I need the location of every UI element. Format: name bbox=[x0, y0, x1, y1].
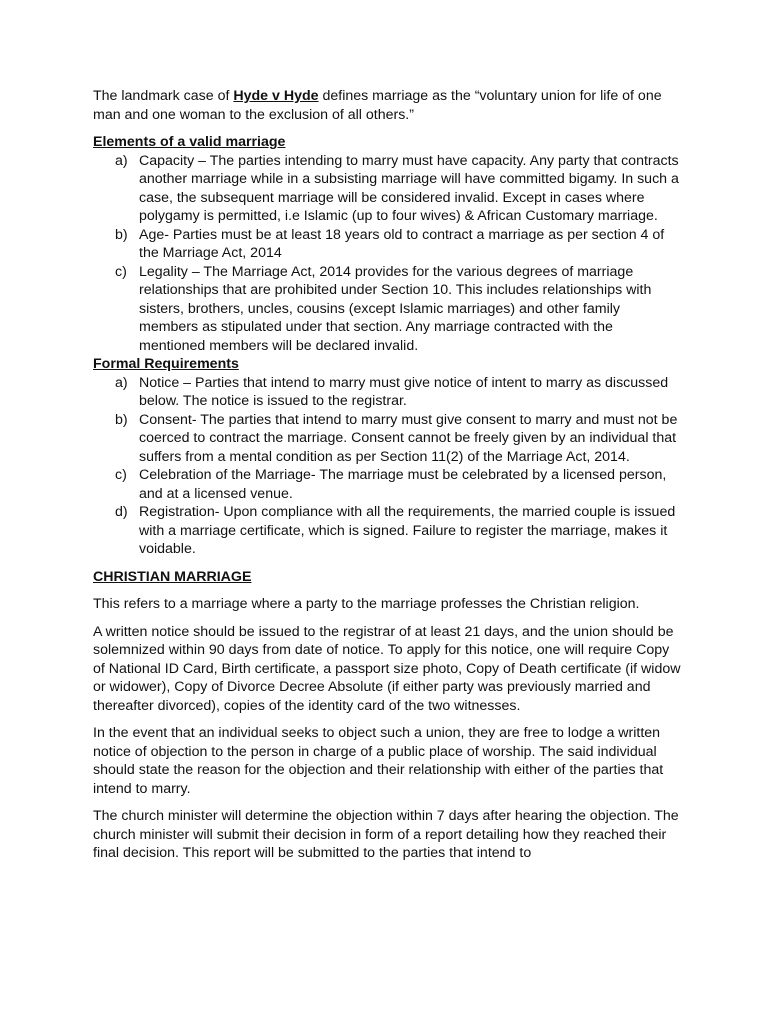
intro-text-start: The landmark case of bbox=[93, 88, 234, 104]
list-marker: d) bbox=[115, 504, 128, 520]
christian-marriage-heading: CHRISTIAN MARRIAGE bbox=[93, 568, 252, 585]
list-item-text: Registration- Upon compliance with all the requirements, the married couple is issued with a marriage certificate, which is signed. Failure to register the marriage, makes it voidable. bbox=[139, 504, 676, 557]
formal-requirements-list bbox=[93, 374, 683, 559]
christian-paragraph: The church minister will determine the objection within 7 days after hearing the objection. The church minister will submit their decision in form of a report detailing how they reached their final decision. This report will be submitted to the parties that intend to bbox=[93, 808, 679, 861]
list-item bbox=[93, 411, 683, 467]
list-item bbox=[93, 152, 683, 226]
list-item-text: Consent- The parties that intend to marry must give consent to marry and must not be coerced to contract the marriage. Consent cannot be freely given by an individual that suffers from a mental condition as per Section 11(2) of the Marriage Act, 2014. bbox=[139, 411, 678, 465]
document-body bbox=[93, 87, 683, 863]
list-item bbox=[93, 466, 683, 503]
list-marker: c) bbox=[115, 263, 127, 280]
list-marker: b) bbox=[115, 411, 128, 428]
list-item-text: Legality – The Marriage Act, 2014 provides for the various degrees of marriage relationships that are prohibited under Section 10. This includes relationships with sisters, brothers, uncles, cousins (except Islamic marriages) and other family members as stipulated under that section. Any marriage contracted with the mentioned members will be declared invalid. bbox=[139, 263, 652, 354]
case-name: Hyde v Hyde bbox=[233, 88, 319, 104]
christian-paragraph: A written notice should be issued to the registrar of at least 21 days, and the union should be solemnized within 90 days from date of notice. To apply for this notice, one will require Copy of National ID Card, Birth certificate, a passport size photo, Copy of Death certificate (if widow or widower), Copy of Divorce Decree Absolute (if either party was previously married and thereafter divorced), copies of the identity card of the two witnesses. bbox=[93, 623, 681, 714]
list-marker: a) bbox=[115, 152, 128, 169]
list-item bbox=[93, 226, 683, 263]
formal-requirements-heading: Formal Requirements bbox=[93, 356, 239, 372]
list-item bbox=[93, 503, 683, 559]
list-item bbox=[93, 374, 683, 411]
christian-paragraph: In the event that an individual seeks to object such a union, they are free to lodge a written notice of objection to the person in charge of a public place of worship. The said individual should state the reason for the objection and their relationship with either of the parties that intend to marry. bbox=[93, 725, 664, 797]
list-item-text: Age- Parties must be at least 18 years old to contract a marriage as per section 4 of the Marriage Act, 2014 bbox=[139, 226, 665, 261]
list-marker: b) bbox=[115, 226, 128, 243]
list-item-text: Celebration of the Marriage- The marriage must be celebrated by a licensed person, and at a licensed venue. bbox=[139, 467, 667, 502]
christian-paragraph: This refers to a marriage where a party to the marriage professes the Christian religion. bbox=[93, 596, 640, 612]
list-item-text: Capacity – The parties intending to marry must have capacity. Any party that contracts another marriage while in a subsisting marriage will have committed bigamy. In such a case, the subsequent marriage will be considered invalid. Except in cases where polygamy is permitted, i.e Islamic (up to four wives) & African Customary marriage. bbox=[139, 152, 679, 224]
valid-marriage-list bbox=[93, 152, 683, 356]
intro-paragraph bbox=[93, 87, 683, 124]
intro-text-end: defines marriage as the “voluntary union for life of one man and one woman to the exclusion of all others.” bbox=[93, 88, 662, 123]
list-item-text: Notice – Parties that intend to marry must give notice of intent to marry as discussed below. The notice is issued to the registrar. bbox=[139, 374, 669, 409]
list-marker: a) bbox=[115, 374, 128, 391]
list-marker: c) bbox=[115, 467, 127, 483]
list-item bbox=[93, 263, 683, 356]
valid-marriage-heading: Elements of a valid marriage bbox=[93, 134, 286, 150]
